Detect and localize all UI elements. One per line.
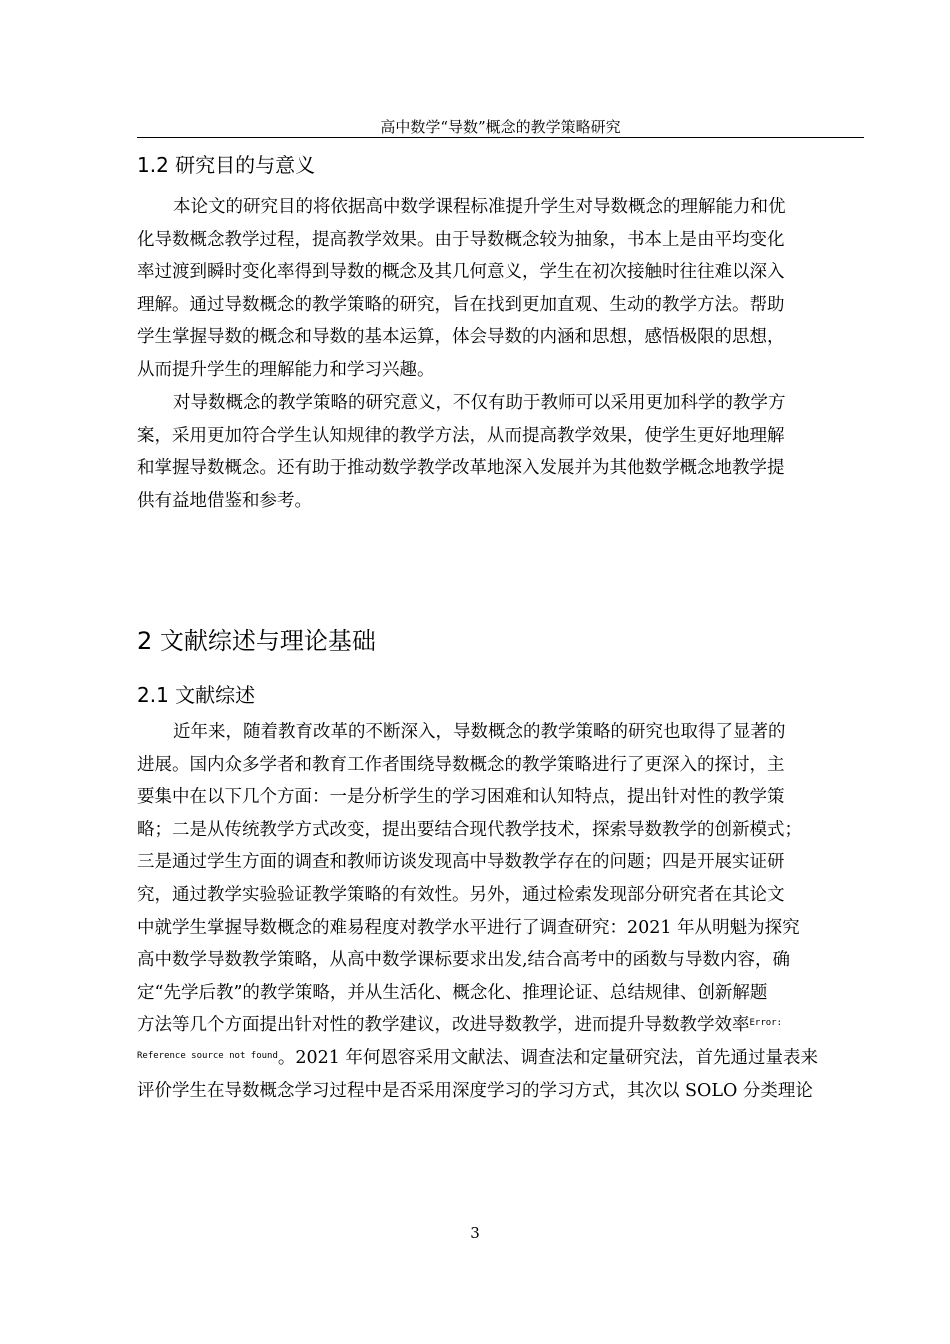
- text-line: 要集中在以下几个方面：一是分析学生的学习困难和认知特点，提出针对性的教学策: [137, 787, 785, 808]
- page-number: 3: [470, 1224, 480, 1242]
- text-line: 中就学生掌握导数概念的难易程度对教学水平进行了调查研究：2021 年从明魁为探究: [137, 917, 800, 938]
- text-line: 案，采用更加符合学生认知规律的教学方法，从而提高教学效果，使学生更好地理解: [137, 425, 785, 446]
- line-text: 方法等几个方面提出针对性的教学建议，改进导数教学，进而提升导数教学效率: [137, 1015, 750, 1036]
- text-line: 供有益地借鉴和参考。: [137, 490, 312, 511]
- text-line: 化导数概念教学过程，提高教学效果。由于导数概念较为抽象，书本上是由平均变化: [137, 229, 785, 250]
- text-line: 评价学生在导数概念学习过程中是否采用深度学习的学习方式，其次以 SOLO 分类理论: [137, 1080, 813, 1101]
- reference-error-marker: Error:: [749, 1018, 783, 1029]
- paragraph-research-purpose: [137, 191, 864, 387]
- text-line: 进展。国内众多学者和教育工作者围绕导数概念的教学策略进行了更深入的探讨，主: [137, 754, 785, 775]
- text-line: 略；二是从传统教学方式改变，提出要结合现代教学技术，探索导数教学的创新模式；: [137, 819, 802, 840]
- text-line: 和掌握导数概念。还有助于推动数学教学改革地深入发展并为其他数学概念地教学提: [137, 458, 785, 479]
- text-line: 究，通过教学实验验证教学策略的有效性。另外，通过检索发现部分研究者在其论文: [137, 884, 785, 905]
- paragraph-research-significance: [137, 387, 864, 517]
- text-line: 高中数学导数教学策略，从高中数学课标要求出发,结合高考中的函数与导数内容，确: [137, 950, 791, 971]
- line-text: 。2021 年何恩容采用文献法、调查法和定量研究法，首先通过量表来: [277, 1047, 818, 1068]
- header-rule: [137, 137, 864, 138]
- text-line: 从而提升学生的理解能力和学习兴趣。: [137, 359, 435, 380]
- running-header: 高中数学“导数”概念的教学策略研究: [380, 118, 621, 136]
- text-line: 定“先学后教”的教学策略，并从生活化、概念化、推理论证、总结规律、创新解题: [137, 982, 768, 1003]
- section-heading-2-1: 2.1 文献综述: [137, 683, 256, 707]
- section-heading-1-2: 1.2 研究目的与意义: [137, 153, 316, 177]
- chapter-heading-2: 2 文献综述与理论基础: [137, 627, 376, 655]
- text-line: [137, 1009, 864, 1042]
- text-line: 学生掌握导数的概念和导数的基本运算，体会导数的内涵和思想，感悟极限的思想，: [137, 327, 785, 348]
- text-line: 率过渡到瞬时变化率得到导数的概念及其几何意义，学生在初次接触时往往难以深入: [137, 262, 785, 283]
- text-line: [137, 1042, 864, 1075]
- text-line: 对导数概念的教学策略的研究意义，不仅有助于教师可以采用更加科学的教学方: [173, 393, 786, 413]
- text-line: 三是通过学生方面的调查和教师访谈发现高中导数教学存在的问题；四是开展实证研: [137, 852, 785, 873]
- reference-error-marker: Reference source not found: [137, 1050, 278, 1061]
- text-line: 本论文的研究目的将依据高中数学课程标准提升学生对导数概念的理解能力和优: [173, 197, 786, 217]
- text-line: 近年来，随着教育改革的不断深入，导数概念的教学策略的研究也取得了显著的: [173, 722, 786, 742]
- paragraph-literature-review: [137, 716, 864, 1107]
- text-line: 理解。通过导数概念的教学策略的研究，旨在找到更加直观、生动的教学方法。帮助: [137, 294, 785, 315]
